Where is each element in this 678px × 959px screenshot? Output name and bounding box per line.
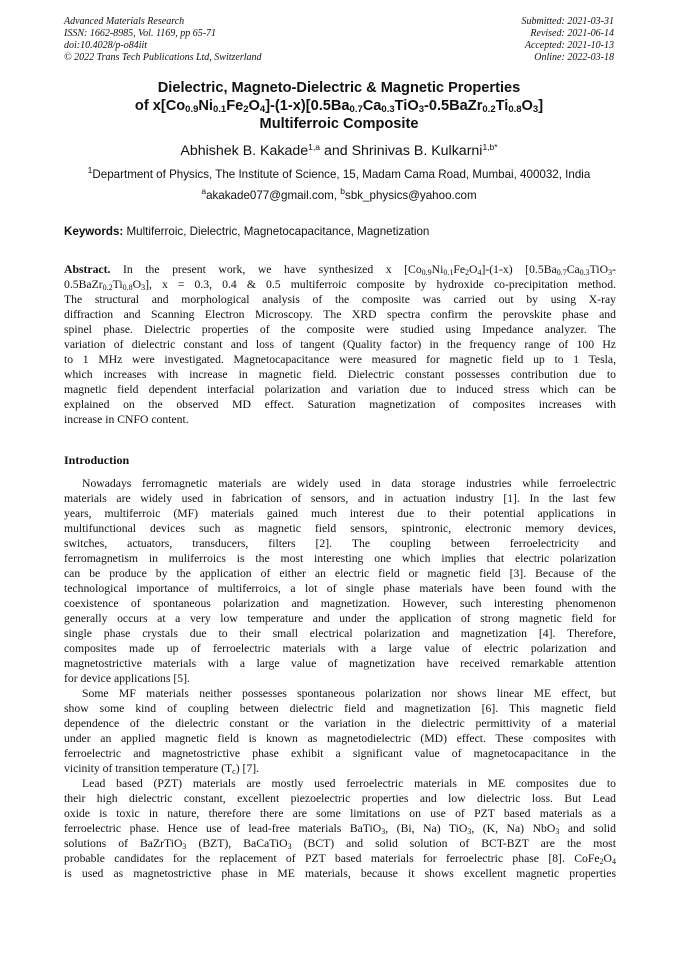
issn: ISSN: 1662-8985, Vol. 1169, pp 65-71 [64, 28, 217, 39]
section-heading-introduction: Introduction [64, 453, 130, 467]
keywords-label: Keywords: [64, 225, 124, 238]
introduction-body [64, 476, 616, 881]
email-a[interactable]: akakade077@gmail.com, [206, 189, 341, 202]
abstract-line: variation of dielectric constant and loss of tangent (Quality factor) in the frequency range of 100 Hz [64, 338, 616, 351]
body-line: ferroelectric and magnetostrictive phase exhibit a significant value of magnetocapacitance in the [64, 747, 616, 760]
body-line: technological importance of multiferroics, a lot of single phase materials have been found with the [64, 582, 616, 595]
body-line: generally occurs at a very low temperature and under the application of strong magnetic field for [64, 612, 616, 625]
revised-date: Revised: 2021-06-14 [530, 28, 614, 39]
body-line: materials are widely used in fabrication of sensors, and in actuation industry [1]. In the last few [64, 492, 616, 505]
body-line: multifunctional devices such as magnetic field sensors, spintronic, electronic memory devices, [64, 522, 616, 535]
body-line: coexistence of spontaneous polarization and magnetization. However, such interesting phenomenon [64, 597, 616, 610]
email-b[interactable]: sbk_physics@yahoo.com [345, 189, 477, 202]
body-line: their high dielectric constant, excellent piezoelectric properties and low dielectric loss. But Lead [64, 792, 616, 805]
body-line: Lead based (PZT) materials are mostly used ferroelectric materials in ME composites due to [82, 777, 616, 790]
author-list: Abhishek B. Kakade$^{1,a}$ and Shrinivas B. Kulkarni$^{1,b*}$ [180, 142, 498, 159]
affiliation: $^1$Department of Physics, The Institute of Science, 15, Madam Cama Road, Mumbai, 400032, India [87, 165, 591, 181]
body-line: can be produce by the application of either an electric field or magnetic field [3]. Because of the [64, 567, 616, 580]
copyright: © 2022 Trans Tech Publications Ltd, Switzerland [64, 52, 262, 63]
title-line-1: Dielectric, Magneto-Dielectric & Magnetic Properties [157, 80, 521, 96]
abstract-line: increase in CNFO content. [64, 413, 189, 426]
title-line-3: Multiferroic Composite [259, 116, 419, 132]
body-line: show some kind of coupling between dielectric field and magnetization [6]. This magnetic field [64, 702, 616, 715]
body-line: dependence of the dielectric constant or the variation in the dielectric permittivity of a material [64, 717, 616, 730]
abstract-label: Abstract. [64, 263, 111, 276]
abstract-line: spinel phase. Dielectric properties of the composite were studied using Impedance analyzer. The [64, 323, 616, 336]
body-line: years, multiferroic (MF) materials gained much interest due to their potential applications in [64, 507, 616, 520]
author-emails: $^a$akakade077@gmail.com, $^b$sbk_physics@yahoo.com [201, 186, 477, 202]
online-date: Online: 2022-03-18 [534, 52, 614, 63]
submitted-date: Submitted: 2021-03-31 [521, 16, 614, 27]
body-line: for device applications [5]. [64, 672, 190, 685]
title-line-2: of $x[Co_{0.9}Ni_{0.1}Fe_2O_4]-(1-x)[0.5Ba_{0.7}Ca_{0.3}TiO_3-0.5BaZr_{0.2}Ti_{0.8}O_3]$ [134, 98, 544, 115]
body-line: ferroelectric phase. Hence use of lead-free materials BaTiO$_3$, (Bi, Na) TiO$_3$, (K, Na) NbO$_3$ and solid [64, 822, 617, 836]
body-line: composites made up of ferroelectric materials with a large value of electric polarization and [64, 642, 616, 655]
abstract [64, 262, 616, 427]
body-line: vicinity of transition temperature $(T_c)$ [7]. [64, 762, 260, 776]
body-line: probable candidates for the replacement of PZT based materials for ferroelectric phase [8]. $CoFe_2O_4$ [64, 852, 616, 866]
body-line: under an applied magnetic field is known as magnetodielectric (MD) effect. These composites with [64, 732, 616, 745]
paper-title [40, 79, 638, 133]
body-line: oxide is toxic in nature, therefore there are some limitations on use of PZT based materials as a [64, 807, 616, 820]
author-2-affil: 1,b* [482, 142, 498, 152]
author-1-affil: 1,a [308, 142, 320, 152]
body-line: switches, actuators, transducers, filters [2]. The coupling between ferroelectricity and [64, 537, 616, 550]
journal-metadata [64, 16, 262, 64]
body-line: Some MF materials neither possesses spontaneous polarization nor shows linear ME effect, but [82, 687, 616, 700]
abstract-line: $0.5BaZr_{0.2}Ti_{0.8}O_3$], x = 0.3, 0.4 & 0.5 multiferroic composite by hydroxide co-precipitation method. [64, 278, 616, 292]
abstract-line: which increases with increase in magnetic field. Dielectric constant possesses contribution due to [64, 368, 616, 381]
body-line: magnetostrictive materials with a large value of magnetization have received remarkable attention [64, 657, 616, 670]
abstract-line: diffraction and Scanning Electron Microscopy. The XRD spectra confirm the perovskite phase and [64, 308, 616, 321]
body-line: solutions of BaZrTiO$_3$ (BZT), BaCaTiO$_3$ (BCT) and solid solution of BCT-BZT are the most [64, 837, 616, 851]
keywords-text: Multiferroic, Dielectric, Magnetocapacitance, Magnetization [123, 225, 430, 238]
keywords [64, 225, 616, 238]
abstract-line: The structural and morphological analysis of the composite was carried out by using X-ray [64, 293, 616, 306]
body-line: ferromagnetism in muliferroics is the most interesting one which implies that electric polarization [64, 552, 616, 565]
accepted-date: Accepted: 2021-10-13 [524, 40, 614, 51]
abstract-line: Abstract. In the present work, we have synthesized x $[Co_{0.9}Ni_{0.1}Fe_2O_4]-(1-x)$ [$0.5Ba_{0.7}Ca_{0.3}TiO_3-$ [64, 263, 616, 277]
abstract-line: explained on the observed MD effect. Saturation magnetization of composites increases with [64, 398, 616, 411]
abstract-line: magnetic field dependent interfacial polarization and variation due to induced stress which can be [64, 383, 616, 396]
publication-dates [522, 16, 615, 64]
body-line: single phase crystals due to their small electrical polarization and magnetization [4]. Therefore, [64, 627, 616, 640]
journal-name: Advanced Materials Research [64, 16, 185, 27]
body-line: Nowadays ferromagnetic materials are widely used in data storage industries while ferroelectric [82, 477, 616, 490]
author-1: Abhishek B. Kakade [180, 143, 309, 159]
doi[interactable]: doi:10.4028/p-o84iit [64, 40, 148, 51]
body-line: is used as magnetostrictive phase in ME materials, because it shows excellent magnetic properties [64, 867, 616, 880]
author-2: Shrinivas B. Kulkarni [351, 143, 483, 159]
abstract-line: to 1 MHz were investigated. Magnetocapacitance were measured for magnetic field up to 1 Tesla, [64, 353, 616, 366]
